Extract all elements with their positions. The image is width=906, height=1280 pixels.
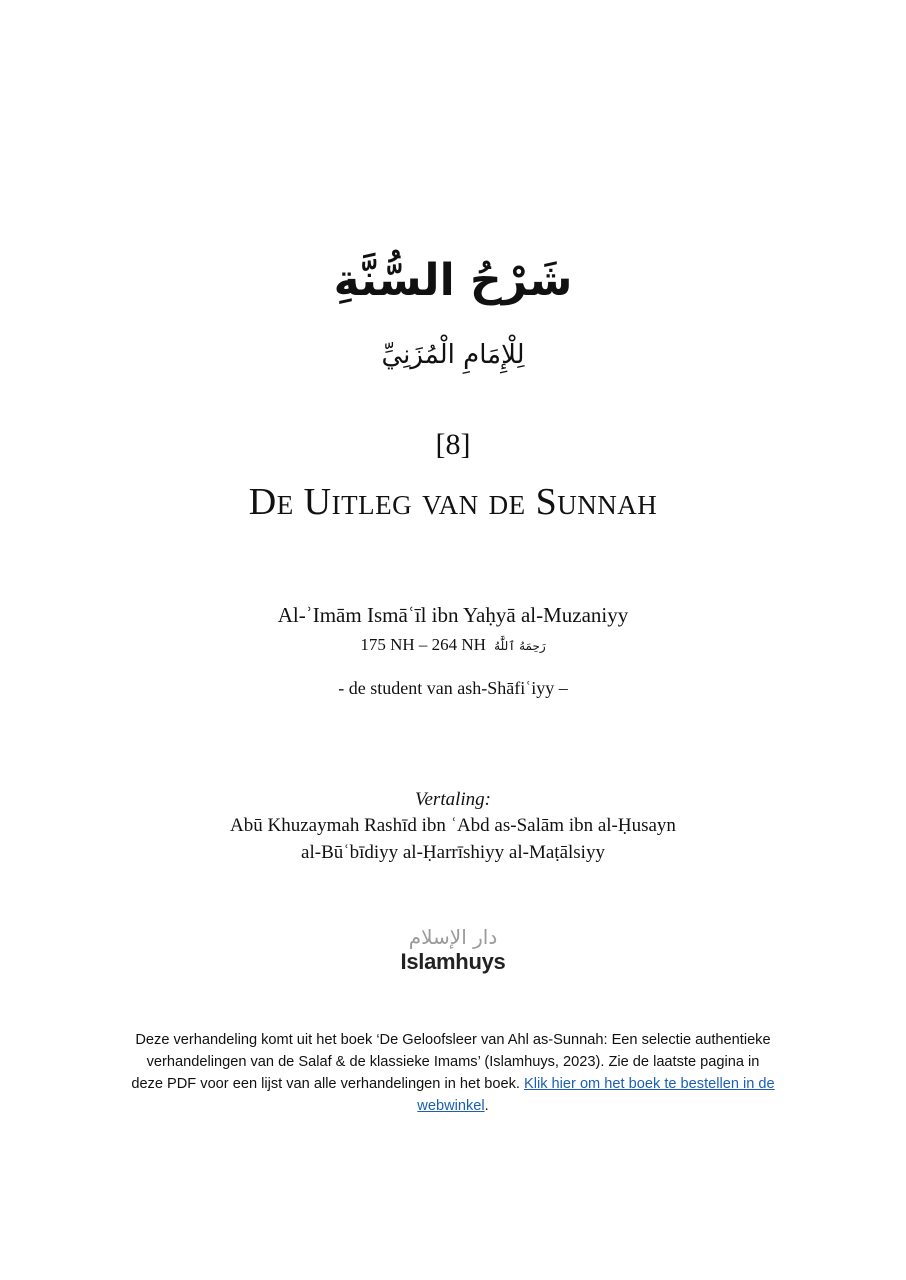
arabic-title: شَرْحُ السُّنَّةِ <box>333 255 573 306</box>
footer-note <box>130 1029 776 1117</box>
footer-text: Deze verhandeling komt uit het boek ‘De Geloofsleer van Ahl as-Sunnah: Een selectie authentieke verhandelingen van de Salaf & de klassieke Imams’ (Islamhuys, 2023). Zie de laatste pagina in deze PDF voor een lijst van alle verhandelingen in het boek. <box>131 1032 771 1092</box>
student-note: - de student van ash-Shāfiʿiyy – <box>338 678 568 698</box>
publisher-arabic-logo: دار الإسلام <box>408 925 498 949</box>
translator-line-2: al-Būʿbīdiyy al-Ḥarrīshiyy al-Maṭālsiyy <box>301 842 605 863</box>
arabic-subtitle: لِلْإِمَامِ الْمُزَنِيِّ <box>381 340 525 370</box>
dates-text: 175 NH – 264 NH <box>360 635 486 654</box>
treatise-number: [8] <box>435 428 471 461</box>
translation-label: Vertaling: <box>415 789 491 810</box>
author-name: Al-ʾImām Ismāʿīl ibn Yaḥyā al-Muzaniyy <box>277 603 629 627</box>
page-title: De Uitleg van de Sunnah <box>248 481 658 523</box>
webshop-link[interactable]: Klik hier om het boek te bestellen in de webwinkel <box>417 1076 775 1114</box>
translator-line-1: Abū Khuzaymah Rashīd ibn ʿAbd as-Salām ibn al-Ḥusayn <box>230 815 676 836</box>
publisher-logo <box>380 925 526 985</box>
publisher-name: Islamhuys <box>400 949 506 974</box>
author-dates <box>0 635 906 655</box>
honorific-text: رَحِمَهُ ٱللَّٰهُ <box>494 639 546 653</box>
footer-end: . <box>484 1098 489 1114</box>
